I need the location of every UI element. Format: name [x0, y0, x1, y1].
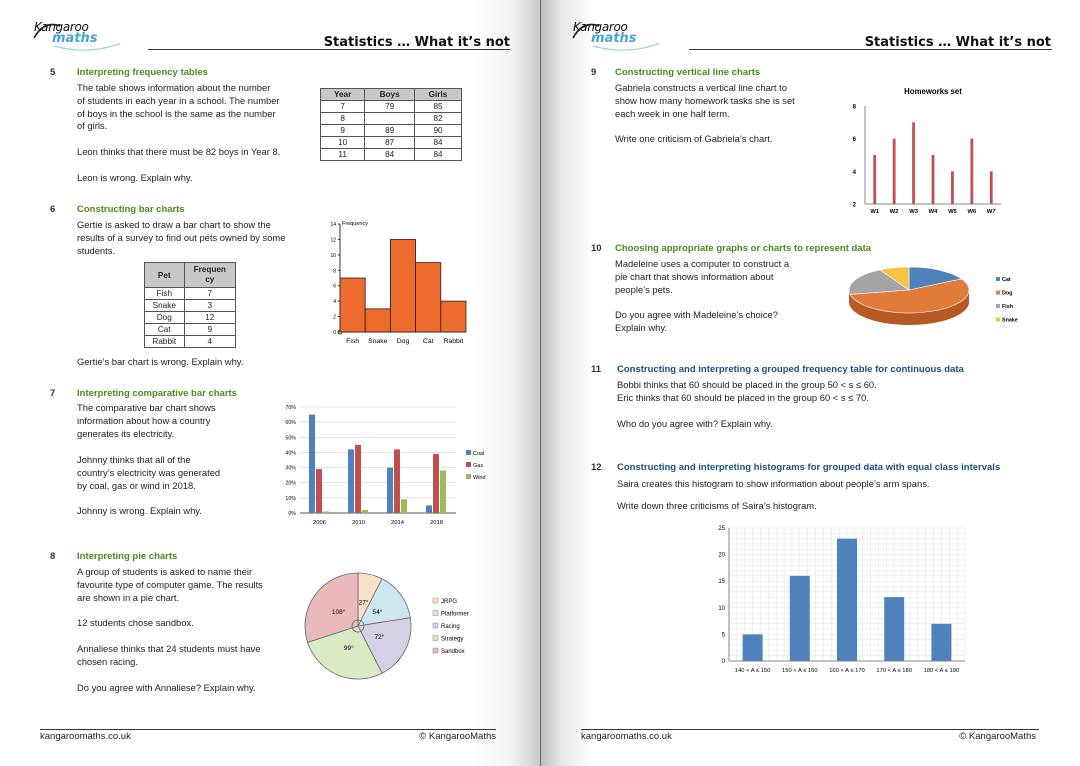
x-tick-label: 2006	[313, 520, 326, 526]
y-tick-label: 12	[330, 237, 336, 244]
page-title: Statistics … What it’s not	[864, 35, 1051, 50]
y-tick-label: 15	[718, 579, 725, 586]
bar	[390, 239, 415, 332]
bar	[394, 449, 400, 513]
table-row	[145, 288, 236, 300]
slice-label: 27°	[358, 599, 369, 607]
x-tick-label: Fish	[346, 338, 360, 345]
brand-top: Kangaroo	[573, 20, 628, 34]
x-tick-label: W6	[967, 209, 977, 215]
table-header-row	[145, 263, 236, 288]
footer-site-link[interactable]: kangaroomaths.co.uk	[40, 731, 131, 742]
table-cell: 84	[414, 137, 461, 149]
electricity-bar-chart	[276, 400, 498, 532]
text-line: country’s electricity was generated	[77, 466, 221, 478]
x-tick-label: Rabbit	[443, 338, 464, 345]
table-cell: 87	[365, 137, 415, 149]
question-title: Interpreting frequency tables	[77, 67, 208, 78]
y-tick-label: 2	[852, 202, 856, 209]
text-line: each week in one half term.	[615, 107, 730, 119]
legend-label: Cat	[1002, 277, 1011, 283]
text-line: students.	[77, 244, 116, 256]
x-tick-label: 170 < A ≤ 180	[876, 668, 912, 674]
table-header-row	[321, 89, 462, 101]
question-text	[77, 219, 317, 257]
legend-swatch	[996, 277, 1000, 281]
question-fact: 12 students chose sandbox.	[77, 617, 194, 628]
brand-top: Kangaroo	[34, 20, 89, 34]
y-tick-label: 0	[721, 659, 725, 665]
question-prompt: Who do you agree with? Explain why.	[617, 418, 773, 429]
x-tick-label: 2014	[391, 520, 404, 526]
legend-label: Dog	[1002, 290, 1013, 297]
text-line: Johnny thinks that all of the	[77, 454, 191, 465]
homeworks-line-chart	[843, 82, 1007, 222]
legend-swatch	[996, 291, 1000, 295]
question-number: 6	[50, 204, 56, 215]
table-cell: 82	[414, 113, 461, 125]
bar	[355, 445, 361, 513]
pet-table	[144, 262, 236, 348]
x-tick-label: W1	[870, 209, 880, 215]
table-cell: 7	[184, 288, 235, 300]
legend-label: Strategy	[441, 636, 464, 643]
y-tick-label: 10	[718, 605, 725, 612]
question-text	[615, 258, 825, 296]
table-header: Boys	[365, 89, 415, 101]
table-row	[145, 336, 236, 348]
question-number: 5	[50, 67, 56, 78]
question-title: Choosing appropriate graphs or charts to represent data	[615, 243, 872, 254]
vertical-line	[990, 171, 993, 204]
table-cell: 90	[414, 125, 461, 137]
y-tick-label: 8	[333, 268, 336, 275]
question-prompt: Write down three criticisms of Saira’s histogram.	[617, 500, 817, 511]
question-text	[77, 402, 277, 440]
table-cell: Snake	[145, 300, 185, 312]
y-tick-label: 5	[721, 632, 725, 639]
text-line: by coal, gas or wind in 2018.	[77, 479, 196, 491]
brand-logo	[573, 20, 637, 46]
legend-swatch	[433, 623, 438, 628]
table-cell: Fish	[145, 288, 185, 300]
text-line: of students in each year in a school. The number	[77, 94, 280, 106]
right-page	[541, 0, 1080, 766]
text-line: Madeleine uses a computer to construct a	[615, 258, 790, 269]
question-text	[77, 82, 317, 133]
question-number: 12	[591, 462, 602, 473]
question-title: Interpreting pie charts	[77, 551, 178, 562]
y-tick-label: 6	[852, 137, 856, 144]
bar	[426, 505, 432, 513]
legend-swatch	[466, 474, 471, 479]
y-tick-label: 0	[333, 330, 336, 336]
slice-label: 108°	[331, 608, 346, 616]
bar	[387, 468, 393, 513]
question-text	[615, 82, 835, 120]
text-line: of girls.	[77, 120, 108, 132]
kangaroo-logo-icon	[30, 16, 120, 52]
legend-label: JRPG	[441, 599, 458, 605]
table-cell: 84	[414, 149, 461, 161]
x-tick-label: 160 < A ≤ 170	[829, 668, 865, 674]
table-cell: 7	[321, 101, 365, 113]
page-title: Statistics … What it’s not	[323, 35, 510, 50]
x-tick-label: W5	[948, 209, 957, 215]
bar	[348, 449, 354, 513]
table-cell: 8	[321, 113, 365, 125]
question-claim: Leon thinks that there must be 82 boys in Year 8.	[77, 146, 281, 157]
table-cell: 4	[184, 336, 235, 348]
question-prompt: Gertie’s bar chart is wrong. Explain why.	[77, 356, 244, 367]
x-tick-label: 2018	[430, 520, 443, 526]
slice-label: 99°	[343, 645, 354, 653]
y-tick-label: 14	[330, 222, 336, 228]
table-cell: 79	[365, 101, 415, 113]
legend-label: Sandbox	[441, 649, 465, 655]
text-line: are shown in a pie chart.	[77, 591, 180, 603]
table-cell: 85	[414, 101, 461, 113]
question-title: Interpreting comparative bar charts	[77, 388, 237, 399]
text-line: Bobbi thinks that 60 should be placed in the group 50 < s ≤ 60.	[617, 379, 877, 390]
question-text	[617, 379, 977, 405]
table-row	[321, 125, 462, 137]
text-line: favourite type of computer game. The results	[77, 578, 263, 590]
games-pie-chart	[296, 566, 496, 686]
table-cell: 9	[184, 324, 235, 336]
question-prompt: Johnny is wrong. Explain why.	[77, 505, 202, 516]
brand-bottom: maths	[591, 31, 637, 46]
question-text	[77, 566, 287, 604]
legend-swatch	[996, 318, 1000, 322]
text-line: of boys in the school is the same as the number	[77, 107, 276, 119]
x-tick-label: 150 < A ≤ 160	[782, 668, 818, 674]
y-tick-label: 40%	[285, 450, 296, 457]
y-tick-label: 30%	[285, 465, 296, 472]
footer-rule	[581, 729, 1039, 730]
pets-bar-chart	[320, 218, 470, 352]
kangaroo-logo-icon	[569, 16, 659, 52]
table-cell: 11	[321, 149, 365, 161]
question-text: Saira creates this histogram to show information about people’s arm spans.	[617, 478, 930, 489]
y-tick-label: 6	[333, 283, 336, 290]
footer-copyright: © KangarooMaths	[959, 731, 1036, 742]
question-title: Constructing vertical line charts	[615, 67, 761, 78]
text-line: Gertie is asked to draw a bar chart to show the	[77, 219, 271, 230]
x-tick-label: 2010	[352, 520, 365, 526]
table-cell: Rabbit	[145, 336, 185, 348]
header-part: Frequen	[193, 265, 226, 274]
legend-label: Platformer	[441, 611, 469, 618]
question-claim	[77, 454, 277, 492]
text-line: Eric thinks that 60 should be placed in the group 60 < s ≤ 70.	[617, 391, 869, 403]
table-cell: 10	[321, 137, 365, 149]
bar	[743, 634, 763, 661]
vertical-line	[893, 139, 896, 204]
bar	[884, 597, 904, 661]
question-number: 11	[591, 364, 602, 375]
legend-label: Fish	[1002, 304, 1014, 310]
table-cell	[365, 113, 415, 125]
y-tick-label: 25	[718, 526, 725, 532]
footer-rule	[40, 729, 496, 730]
y-tick-label: 2	[333, 314, 336, 321]
y-tick-label: 60%	[285, 420, 296, 427]
x-tick-label: W2	[889, 209, 899, 215]
x-tick-label: W4	[928, 209, 938, 215]
slice-label: 54°	[372, 608, 383, 616]
x-tick-label: W3	[909, 209, 918, 215]
x-tick-label: Cat	[422, 338, 434, 345]
y-tick-label: 4	[852, 169, 856, 176]
question-claim	[77, 643, 287, 669]
table-cell: Dog	[145, 312, 185, 324]
question-prompt: Leon is wrong. Explain why.	[77, 172, 193, 183]
table-row	[145, 312, 236, 324]
armspan-histogram	[677, 520, 967, 680]
text-line: Explain why.	[615, 321, 667, 333]
bar	[316, 469, 322, 513]
table-cell: 89	[365, 125, 415, 137]
vertical-line	[970, 139, 973, 204]
y-tick-label: 20	[718, 552, 725, 559]
table-row	[321, 101, 462, 113]
x-tick-label: 140 < A ≤ 150	[734, 668, 771, 674]
question-number: 9	[591, 67, 597, 78]
bar	[931, 624, 951, 661]
question-title: Constructing and interpreting a grouped frequency table for continuous data	[617, 364, 964, 375]
footer-site-link[interactable]: kangaroomaths.co.uk	[581, 731, 672, 742]
bar	[365, 309, 390, 332]
legend-swatch	[433, 636, 438, 641]
bar	[401, 499, 407, 513]
question-prompt: Do you agree with Annaliese? Explain why.	[77, 682, 256, 693]
x-tick-label: 180 < A ≤ 190	[923, 668, 960, 674]
table-cell: 84	[365, 149, 415, 161]
text-line: Do you agree with Madeleine’s choice?	[615, 309, 778, 320]
x-tick-label: Snake	[368, 338, 388, 345]
y-tick-label: 50%	[285, 435, 296, 442]
text-line: Gabriela constructs a vertical line chart to	[615, 82, 787, 93]
footer-copyright: © KangarooMaths	[419, 731, 496, 742]
bar	[433, 454, 439, 513]
bar	[362, 510, 368, 513]
table-cell: 12	[184, 312, 235, 324]
table-header: Girls	[414, 89, 461, 101]
text-line: results of a survey to find out pets owned by some	[77, 231, 286, 243]
question-prompt	[615, 309, 825, 335]
text-line: pie chart that shows information about	[615, 270, 774, 282]
y-axis-label: Frequency	[342, 221, 368, 227]
y-tick-label: 10%	[285, 495, 296, 502]
legend-swatch	[433, 648, 438, 653]
legend-label: Wind	[473, 475, 486, 481]
question-title: Constructing and interpreting histograms for grouped data with equal class intervals	[617, 462, 1001, 473]
question-number: 7	[50, 388, 56, 399]
brand-logo	[34, 20, 98, 46]
text-line: A group of students is asked to name their	[77, 566, 253, 577]
slice-label: 72°	[374, 633, 385, 641]
legend-label: Coal	[473, 451, 485, 457]
y-tick-label: 70%	[285, 405, 296, 411]
legend-label: Gas	[473, 463, 484, 469]
bar	[323, 511, 329, 513]
x-tick-label: Dog	[396, 338, 410, 345]
table-header	[184, 263, 235, 288]
table-row	[145, 300, 236, 312]
legend-swatch	[466, 450, 471, 455]
text-line: people’s pets.	[615, 283, 673, 295]
bar	[416, 263, 441, 332]
text-line: generates its electricity.	[77, 427, 175, 439]
bar	[309, 415, 315, 513]
bar	[340, 278, 365, 332]
vertical-line	[932, 155, 935, 204]
legend-label: Snake	[1002, 317, 1018, 324]
header-part: cy	[205, 275, 215, 284]
text-line: information about how a country	[77, 414, 211, 426]
table-row	[145, 324, 236, 336]
vertical-line	[912, 122, 915, 204]
y-tick-label: 20%	[285, 480, 296, 487]
text-line: Annaliese thinks that 24 students must have	[77, 643, 261, 654]
y-tick-label: 0%	[288, 511, 296, 517]
legend-swatch	[433, 611, 438, 616]
text-line: show how many homework tasks she is set	[615, 94, 795, 106]
vertical-line	[873, 155, 876, 204]
brand-bottom: maths	[52, 31, 98, 46]
table-cell: 9	[321, 125, 365, 137]
bar	[440, 471, 446, 513]
table-cell: Cat	[145, 324, 185, 336]
table-header: Pet	[145, 263, 185, 288]
pets-3d-pie-chart	[845, 262, 1035, 346]
table-row	[321, 113, 462, 125]
question-number: 10	[591, 243, 602, 254]
vertical-line	[951, 171, 954, 204]
y-tick-label: 4	[333, 299, 336, 306]
question-prompt: Write one criticism of Gabriela’s chart.	[615, 133, 773, 144]
legend-label: Racing	[441, 624, 460, 630]
table-row	[321, 137, 462, 149]
chart-title: Homeworks set	[904, 87, 962, 96]
bar	[837, 539, 857, 661]
bar	[790, 576, 810, 661]
table-header: Year	[321, 89, 365, 101]
text-line: chosen racing.	[77, 655, 138, 667]
legend-swatch	[996, 304, 1000, 308]
bar	[441, 301, 466, 332]
legend-swatch	[466, 462, 471, 467]
question-number: 8	[50, 551, 56, 562]
text-line: The table shows information about the number	[77, 82, 271, 93]
table-cell: 3	[184, 300, 235, 312]
y-tick-label: 10	[330, 252, 336, 259]
question-title: Constructing bar charts	[77, 204, 185, 215]
year-table	[320, 88, 462, 161]
x-tick-label: W7	[986, 209, 996, 215]
legend-swatch	[433, 598, 438, 603]
y-tick-label: 8	[852, 104, 856, 111]
table-row	[321, 149, 462, 161]
text-line: The comparative bar chart shows	[77, 402, 216, 413]
